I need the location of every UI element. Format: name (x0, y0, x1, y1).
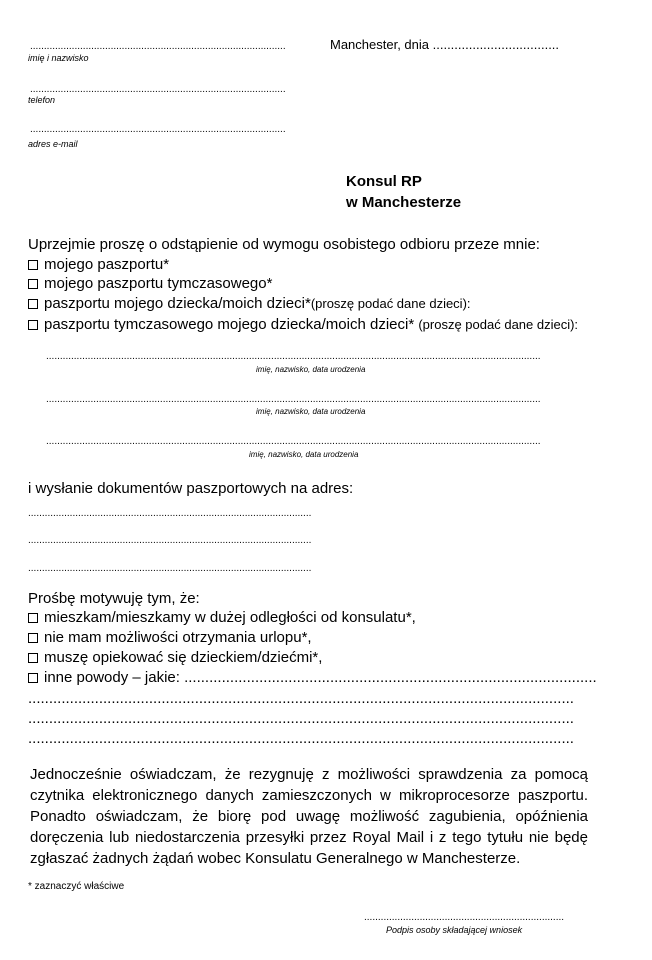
signature-label: Podpis osoby składającej wniosek (386, 925, 523, 935)
email-field-line[interactable]: ............................................................................................ (30, 125, 286, 135)
motivation-extra-line-3[interactable]: ................................................................................................................................... (28, 730, 574, 747)
request-option-label: mojego paszportu* (44, 256, 170, 273)
motivation-intro: Prośbę motywuję tym, że: (28, 590, 200, 607)
address-intro: i wysłanie dokumentów paszportowych na adres: (28, 480, 354, 497)
checkbox[interactable] (28, 320, 38, 330)
checkbox[interactable] (28, 633, 38, 643)
phone-field-line[interactable]: ............................................................................................ (30, 85, 286, 95)
child-data-line-1[interactable]: .................................................................................................................................................................................. (46, 352, 541, 362)
motivation-option-label: mieszkam/mieszkamy w dużej odległości od konsulatu*, (44, 609, 416, 626)
addressee-line-1: Konsul RP (346, 173, 422, 190)
request-option-label: paszportu tymczasowego mojego dziecka/moich dzieci* (44, 316, 419, 333)
checkbox[interactable] (28, 673, 38, 683)
motivation-option-label: nie mam możliwości otrzymania urlopu*, (44, 629, 312, 646)
checkbox[interactable] (28, 653, 38, 663)
address-line-1[interactable]: ...................................................................................................... (28, 509, 312, 519)
address-line-3[interactable]: ...................................................................................................... (28, 564, 312, 574)
name-label: imię i nazwisko (28, 53, 89, 63)
child-data-caption: imię, nazwisko, data urodzenia (249, 450, 359, 459)
request-option-label: mojego paszportu tymczasowego* (44, 275, 273, 292)
request-option-1[interactable] (28, 256, 169, 273)
checkbox[interactable] (28, 279, 38, 289)
addressee-line-2: w Manchesterze (346, 194, 462, 211)
footnote: * zaznaczyć właściwe (28, 881, 125, 892)
child-data-caption: imię, nazwisko, data urodzenia (256, 407, 366, 416)
motivation-option-1[interactable] (28, 609, 416, 626)
child-data-line-2[interactable]: .................................................................................................................................................................................. (46, 395, 541, 405)
request-option-3[interactable] (28, 295, 471, 312)
request-intro: Uprzejmie proszę o odstąpienie od wymogu osobistego odbioru przeze mnie: (28, 236, 540, 253)
motivation-option-label: muszę opiekować się dzieckiem/dziećmi*, (44, 649, 323, 666)
motivation-extra-line-1[interactable]: ................................................................................................................................... (28, 690, 574, 707)
request-option-label: paszportu mojego dziecka/moich dzieci* (44, 295, 311, 312)
child-data-line-3[interactable]: .................................................................................................................................................................................. (46, 437, 541, 447)
phone-label: telefon (28, 95, 56, 105)
request-option-4[interactable] (28, 316, 578, 333)
request-option-note: (proszę podać dane dzieci): (418, 317, 579, 332)
place-date-field[interactable]: Manchester, dnia ................................... (330, 37, 560, 52)
email-label: adres e-mail (28, 139, 78, 149)
name-field-line[interactable]: ............................................................................................ (30, 42, 286, 52)
checkbox[interactable] (28, 299, 38, 309)
request-option-note: (proszę podać dane dzieci): (310, 296, 471, 311)
address-line-2[interactable]: ...................................................................................................... (28, 536, 312, 546)
request-option-2[interactable] (28, 275, 272, 292)
motivation-option-2[interactable] (28, 629, 312, 646)
checkbox[interactable] (28, 613, 38, 623)
motivation-option-3[interactable] (28, 649, 322, 666)
motivation-extra-line-2[interactable]: ................................................................................................................................... (28, 710, 574, 727)
child-data-caption: imię, nazwisko, data urodzenia (256, 365, 366, 374)
motivation-option-4[interactable] (28, 669, 597, 686)
signature-line[interactable]: ........................................................................ (364, 913, 565, 923)
motivation-option-label: inne powody – jakie: ................................................................................................... (44, 669, 597, 686)
checkbox[interactable] (28, 260, 38, 270)
declaration-paragraph: Jednocześnie oświadczam, że rezygnuję z możliwości sprawdzenia za pomocą czytnika elektronicznego danych zamieszczonych w mikroprocesorze paszportu. Ponadto oświadczam, że biorę pod uwagę możliwość zagubienia, opóźnienia doręczenia lub niedostarczenia przesyłki przez Royal Mail i z tego tytułu nie będę zgłaszać żadnych żądań wobec Konsulatu Generalnego w Manchesterze. (30, 766, 588, 867)
